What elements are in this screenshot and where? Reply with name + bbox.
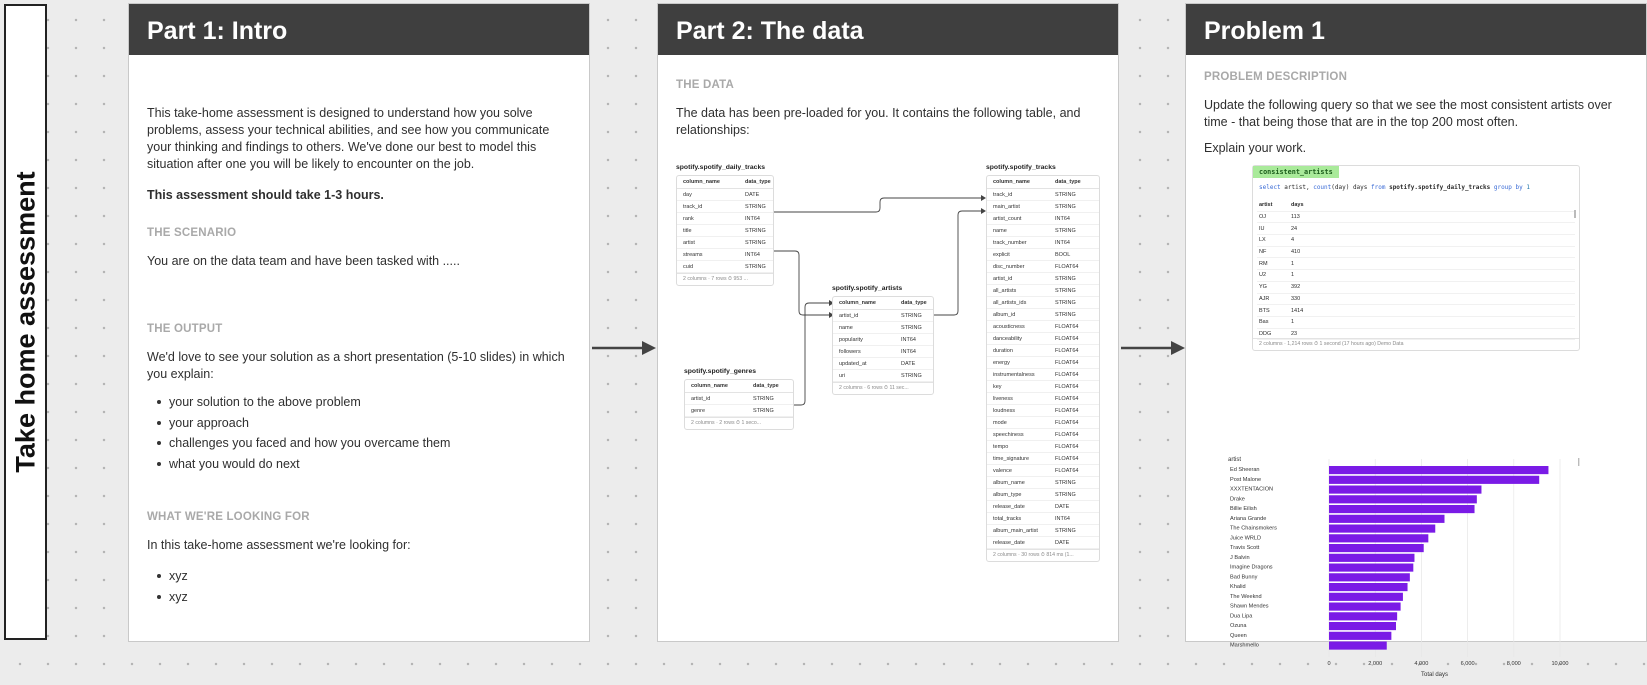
column-type: INT64 xyxy=(1055,515,1070,522)
column-type: FLOAT64 xyxy=(1055,407,1079,414)
table-footer: 2 columns · 2 rows ⏱ 1 seco... xyxy=(685,417,793,429)
column-header: data_type xyxy=(753,383,779,389)
problem-explain: Explain your work. xyxy=(1204,141,1307,155)
side-title-frame xyxy=(4,4,47,640)
table-row[interactable] xyxy=(987,249,1099,261)
x-tick-label: 0 xyxy=(1327,661,1331,667)
bar xyxy=(1329,622,1396,630)
column-name: all_artists xyxy=(993,287,1017,294)
column-name: album_main_artist xyxy=(993,527,1038,534)
column-name: artist_id xyxy=(993,275,1013,282)
column-name: main_artist xyxy=(993,203,1020,210)
column-type: FLOAT64 xyxy=(1055,467,1079,474)
intro-duration: This assessment should take 1-3 hours. xyxy=(147,188,384,202)
output-list xyxy=(147,392,450,474)
table-row[interactable] xyxy=(987,273,1099,285)
table-row[interactable] xyxy=(987,393,1099,405)
bar xyxy=(1329,525,1435,533)
column-type: STRING xyxy=(745,263,766,270)
table-row[interactable] xyxy=(1257,317,1575,329)
bar xyxy=(1329,554,1414,562)
table-row[interactable] xyxy=(833,322,933,334)
table-row[interactable] xyxy=(1257,305,1575,317)
column-type: FLOAT64 xyxy=(1055,359,1079,366)
output-heading: THE OUTPUT xyxy=(147,323,223,335)
cell-days: 24 xyxy=(1291,225,1298,232)
column-type: FLOAT64 xyxy=(1055,323,1079,330)
sql-number: 1 xyxy=(1522,184,1530,191)
cell-artist: U2 xyxy=(1259,272,1267,279)
table-row[interactable] xyxy=(987,525,1099,537)
category-label: Billie Eilish xyxy=(1230,506,1257,512)
result-table[interactable] xyxy=(1257,200,1575,340)
column-type: INT64 xyxy=(901,336,916,343)
table-title: spotify.spotify_daily_tracks xyxy=(676,164,766,171)
category-label: Ozuna xyxy=(1230,623,1247,629)
cell-artist: Bas xyxy=(1259,319,1269,326)
table-row[interactable] xyxy=(987,501,1099,513)
cell-days: 1 xyxy=(1291,272,1295,279)
bar xyxy=(1329,573,1410,581)
column-type: INT64 xyxy=(745,251,760,258)
column-type: BOOL xyxy=(1055,251,1071,258)
output-text: We'd love to see your solution as a short presentation (5-10 slides) in which you explain: xyxy=(147,350,565,381)
table-row[interactable] xyxy=(987,477,1099,489)
table-row[interactable] xyxy=(987,321,1099,333)
category-label: J Balvin xyxy=(1230,554,1250,561)
column-name: duration xyxy=(993,347,1013,354)
table-row[interactable] xyxy=(1257,270,1575,282)
x-tick-label: 4,000 xyxy=(1414,661,1429,667)
cell-artist: DDG xyxy=(1259,330,1272,337)
column-name: release_date xyxy=(993,539,1025,546)
category-label: Juice WRLD xyxy=(1230,535,1262,542)
problem-heading: PROBLEM DESCRIPTION xyxy=(1204,71,1348,83)
table-row[interactable] xyxy=(1257,235,1575,247)
table-row[interactable] xyxy=(987,225,1099,237)
column-type: FLOAT64 xyxy=(1055,263,1079,270)
table-row[interactable] xyxy=(677,213,773,225)
column-name: time_signature xyxy=(993,455,1030,462)
arrow-right-icon xyxy=(592,339,656,357)
column-name: album_type xyxy=(993,491,1022,498)
table-row[interactable] xyxy=(677,189,773,201)
column-type: STRING xyxy=(1055,275,1076,282)
list-item: xyz xyxy=(147,566,188,587)
cell-days: 23 xyxy=(1291,330,1298,337)
category-label: XXXTENTACION xyxy=(1230,486,1274,493)
problem-text: Update the following query so that we see the most consistent artists over time - that being those that are in the top 200 most often. xyxy=(1204,98,1612,129)
column-type: STRING xyxy=(1055,311,1076,318)
column-name: genre xyxy=(691,407,706,414)
list-item: your approach xyxy=(147,413,450,434)
table-row[interactable] xyxy=(833,310,933,322)
problem-title: Problem 1 xyxy=(1186,4,1646,55)
list-item: xyz xyxy=(147,587,188,608)
column-name: album_id xyxy=(993,311,1016,318)
list-item: challenges you faced and how you overcame them xyxy=(147,433,450,454)
table-row[interactable] xyxy=(987,261,1099,273)
data-title: Part 2: The data xyxy=(658,4,1118,55)
bar xyxy=(1329,603,1401,611)
data-heading: THE DATA xyxy=(676,79,735,91)
table-row[interactable] xyxy=(677,201,773,213)
cell-artist: AJR xyxy=(1259,295,1270,302)
table-row[interactable] xyxy=(987,429,1099,441)
table-row[interactable] xyxy=(833,358,933,370)
column-type: INT64 xyxy=(901,348,916,355)
column-name: track_id xyxy=(993,191,1013,198)
cell-artist: IU xyxy=(1259,225,1265,232)
x-tick-label: 10,000 xyxy=(1551,661,1569,667)
y-axis-label: artist xyxy=(1228,457,1242,463)
table-genres[interactable] xyxy=(684,368,794,430)
category-label: Queen xyxy=(1230,632,1247,639)
x-axis-label: Total days xyxy=(1420,672,1449,678)
column-type: FLOAT64 xyxy=(1055,443,1079,450)
column-type: STRING xyxy=(753,395,774,402)
intro-title: Part 1: Intro xyxy=(129,4,589,55)
column-type: DATE xyxy=(1055,539,1070,546)
column-name: danceability xyxy=(993,335,1023,342)
table-row[interactable] xyxy=(1257,212,1575,224)
table-row[interactable] xyxy=(1257,247,1575,259)
table-daily-tracks[interactable] xyxy=(676,164,774,286)
bar xyxy=(1329,593,1403,601)
table-row[interactable] xyxy=(987,465,1099,477)
intro-panel xyxy=(128,3,590,642)
table-row[interactable] xyxy=(1257,258,1575,270)
column-type: FLOAT64 xyxy=(1055,347,1079,354)
category-label: Drake xyxy=(1230,496,1245,503)
column-type: FLOAT64 xyxy=(1055,335,1079,342)
bar xyxy=(1329,564,1413,572)
table-row[interactable] xyxy=(987,441,1099,453)
category-label: Post Malone xyxy=(1230,476,1262,483)
table-row[interactable] xyxy=(987,513,1099,525)
category-label: Bad Bunny xyxy=(1230,574,1258,581)
sql-keyword: from xyxy=(1371,184,1386,191)
category-label: Travis Scott xyxy=(1230,545,1260,551)
table-title: spotify.spotify_artists xyxy=(832,285,903,292)
bar xyxy=(1329,544,1424,552)
looking-heading: WHAT WE'RE LOOKING FOR xyxy=(147,511,310,523)
table-header xyxy=(685,380,793,393)
cell-days: 113 xyxy=(1291,214,1300,221)
table-row[interactable] xyxy=(987,201,1099,213)
bar xyxy=(1329,632,1391,640)
table-footer: 2 columns · 6 rows ⏱ 11 sec... xyxy=(833,382,933,394)
result-footer: 2 columns · 1,214 rows ⏱ 1 second (17 hours ago) Demo Data xyxy=(1253,338,1579,350)
column-name: tempo xyxy=(993,443,1009,450)
table-row[interactable] xyxy=(987,309,1099,321)
column-name: rank xyxy=(683,215,694,222)
table-tracks[interactable] xyxy=(986,164,1100,562)
column-name: key xyxy=(993,383,1002,390)
column-type: STRING xyxy=(1055,227,1076,234)
bar xyxy=(1329,505,1475,513)
sql-text: artist, xyxy=(1280,184,1314,191)
column-header: data_type xyxy=(745,179,771,185)
column-name: acousticness xyxy=(993,323,1025,330)
sql-text: (day) days xyxy=(1331,184,1372,191)
table-row[interactable] xyxy=(685,405,793,417)
column-header: data_type xyxy=(1055,179,1081,185)
column-type: STRING xyxy=(1055,527,1076,534)
column-header: days xyxy=(1291,202,1304,209)
cell-days: 1 xyxy=(1291,260,1295,267)
column-type: STRING xyxy=(1055,299,1076,306)
bar xyxy=(1329,486,1481,494)
column-type: INT64 xyxy=(1055,239,1070,246)
category-label: Ariana Grande xyxy=(1230,515,1267,522)
looking-list xyxy=(147,566,188,607)
column-type: STRING xyxy=(745,227,766,234)
category-label: Shawn Mendes xyxy=(1230,603,1269,610)
column-name: instrumentalness xyxy=(993,371,1035,378)
column-type: STRING xyxy=(1055,203,1076,210)
category-label: Marshmello xyxy=(1230,642,1259,649)
result-scrollbar[interactable] xyxy=(1574,210,1576,218)
table-row[interactable] xyxy=(1257,282,1575,294)
category-label: Dua Lipa xyxy=(1230,613,1253,620)
table-row[interactable] xyxy=(987,381,1099,393)
column-name: streams xyxy=(683,251,703,258)
table-row[interactable] xyxy=(987,189,1099,201)
column-type: INT64 xyxy=(745,215,760,222)
bar xyxy=(1329,476,1539,484)
column-name: energy xyxy=(993,359,1010,366)
column-name: total_tracks xyxy=(993,515,1022,522)
scenario-heading: THE SCENARIO xyxy=(147,227,237,239)
column-name: disc_number xyxy=(993,263,1025,270)
artist-days-chart xyxy=(1226,455,1586,685)
cell-days: 4 xyxy=(1291,237,1295,244)
cell-artist: BTS xyxy=(1259,307,1270,314)
chart-scrollbar xyxy=(1578,458,1579,466)
column-name: track_number xyxy=(993,239,1027,246)
cell-days: 392 xyxy=(1291,284,1301,291)
category-label: The Weeknd xyxy=(1230,593,1262,600)
column-name: artist xyxy=(683,239,695,246)
column-name: artist_count xyxy=(993,215,1022,222)
bar xyxy=(1329,466,1548,474)
sql-keyword: group by xyxy=(1493,184,1523,191)
table-header xyxy=(833,297,933,310)
column-name: artist_id xyxy=(839,312,859,319)
column-type: INT64 xyxy=(1055,215,1070,222)
column-name: track_id xyxy=(683,203,703,210)
column-name: followers xyxy=(839,348,861,355)
column-type: DATE xyxy=(1055,503,1070,510)
query-card[interactable] xyxy=(1252,165,1580,351)
table-row[interactable] xyxy=(987,345,1099,357)
column-type: STRING xyxy=(901,372,922,379)
cell-artist: RM xyxy=(1259,260,1268,267)
column-name: mode xyxy=(993,419,1007,426)
column-type: STRING xyxy=(1055,287,1076,294)
column-name: title xyxy=(683,227,692,234)
table-footer: 2 columns · 30 rows ⏱ 814 ms (1... xyxy=(987,549,1099,561)
category-label: Imagine Dragons xyxy=(1230,564,1273,571)
column-type: STRING xyxy=(1055,491,1076,498)
column-type: STRING xyxy=(901,312,922,319)
column-type: STRING xyxy=(753,407,774,414)
column-type: FLOAT64 xyxy=(1055,371,1079,378)
cell-days: 410 xyxy=(1291,249,1301,256)
column-header: column_name xyxy=(839,300,876,306)
column-type: STRING xyxy=(901,324,922,331)
column-type: STRING xyxy=(745,203,766,210)
cell-days: 1 xyxy=(1291,319,1295,326)
column-type: FLOAT64 xyxy=(1055,419,1079,426)
column-type: FLOAT64 xyxy=(1055,455,1079,462)
column-type: STRING xyxy=(1055,479,1076,486)
column-name: cuid xyxy=(683,263,694,270)
column-name: valence xyxy=(993,467,1012,474)
bar xyxy=(1329,583,1408,591)
column-type: STRING xyxy=(745,239,766,246)
table-header xyxy=(987,176,1099,189)
column-header: data_type xyxy=(901,300,927,306)
sql-keyword: count xyxy=(1313,184,1332,191)
data-text: The data has been pre-loaded for you. It contains the following table, and relationships: xyxy=(676,106,1081,137)
column-name: explicit xyxy=(993,251,1010,258)
column-type: DATE xyxy=(745,191,760,198)
problem-panel xyxy=(1185,3,1647,678)
column-name: speechiness xyxy=(993,431,1024,438)
column-name: updated_at xyxy=(839,360,867,367)
list-item: your solution to the above problem xyxy=(147,392,450,413)
bar xyxy=(1329,642,1387,650)
table-row[interactable] xyxy=(685,393,793,405)
bar xyxy=(1329,612,1397,620)
x-tick-label: 6,000 xyxy=(1460,661,1475,667)
column-header: column_name xyxy=(993,179,1030,185)
table-row[interactable] xyxy=(1257,223,1575,235)
column-header: column_name xyxy=(691,383,728,389)
column-type: FLOAT64 xyxy=(1055,395,1079,402)
table-row[interactable] xyxy=(987,297,1099,309)
result-header xyxy=(1257,200,1575,212)
x-tick-label: 8,000 xyxy=(1506,661,1521,667)
category-label: Ed Sheeran xyxy=(1230,467,1260,473)
table-row[interactable] xyxy=(987,537,1099,549)
cell-artist: YG xyxy=(1259,284,1267,291)
scenario-text: You are on the data team and have been tasked with ..... xyxy=(147,254,460,268)
query-name-tag[interactable]: consistent_artists xyxy=(1253,166,1339,178)
bar xyxy=(1329,495,1477,503)
table-row[interactable] xyxy=(987,357,1099,369)
looking-text: In this take-home assessment we're looking for: xyxy=(147,538,411,552)
column-header: artist xyxy=(1259,202,1273,209)
table-row[interactable] xyxy=(987,369,1099,381)
column-type: STRING xyxy=(1055,191,1076,198)
category-label: Khalid xyxy=(1230,584,1246,590)
column-name: name xyxy=(993,227,1007,234)
table-row[interactable] xyxy=(987,237,1099,249)
table-row[interactable] xyxy=(987,285,1099,297)
column-name: name xyxy=(839,324,853,331)
sql-editor[interactable] xyxy=(1259,184,1530,191)
side-title: Take home assessment xyxy=(10,171,40,473)
table-row[interactable] xyxy=(677,261,773,273)
table-artists[interactable] xyxy=(832,285,934,395)
column-type: FLOAT64 xyxy=(1055,383,1079,390)
sql-keyword: select xyxy=(1259,184,1281,191)
x-tick-label: 2,000 xyxy=(1368,661,1383,667)
column-name: liveness xyxy=(993,395,1013,402)
bar xyxy=(1329,534,1428,542)
table-row[interactable] xyxy=(987,489,1099,501)
column-name: album_name xyxy=(993,479,1025,486)
table-row[interactable] xyxy=(1257,294,1575,306)
cell-artist: OJ xyxy=(1259,214,1267,221)
table-row[interactable] xyxy=(833,370,933,382)
table-footer: 2 columns · 7 rows ⏱ 953 ... xyxy=(677,273,773,285)
cell-artist: LX xyxy=(1259,237,1266,244)
table-row[interactable] xyxy=(833,334,933,346)
intro-paragraph: This take-home assessment is designed to understand how you solve problems, assess your technical abilities, and see how you communicate your thinking and findings to others. We've done our best to model this situation after one you will be likely to encounter on the job. xyxy=(147,106,550,171)
column-name: all_artists_ids xyxy=(993,299,1027,306)
list-item: what you would do next xyxy=(147,454,450,475)
table-row[interactable] xyxy=(677,237,773,249)
cell-days: 330 xyxy=(1291,295,1301,302)
arrow-right-icon xyxy=(1121,339,1185,357)
table-row[interactable] xyxy=(987,453,1099,465)
data-panel xyxy=(657,3,1119,642)
table-row[interactable] xyxy=(833,346,933,358)
column-name: day xyxy=(683,191,692,198)
cell-artist: NF xyxy=(1259,249,1267,256)
column-type: FLOAT64 xyxy=(1055,431,1079,438)
column-name: uri xyxy=(839,372,846,379)
column-name: artist_id xyxy=(691,395,711,402)
category-label: The Chainsmokers xyxy=(1230,525,1277,532)
table-row[interactable] xyxy=(677,249,773,261)
table-row[interactable] xyxy=(987,333,1099,345)
column-name: popularity xyxy=(839,336,863,343)
table-title: spotify.spotify_tracks xyxy=(986,164,1056,171)
cell-days: 1414 xyxy=(1291,307,1304,314)
table-row[interactable] xyxy=(987,417,1099,429)
sql-text: spotify.spotify_daily_tracks xyxy=(1385,184,1494,191)
column-name: release_date xyxy=(993,503,1025,510)
table-row[interactable] xyxy=(987,405,1099,417)
table-header xyxy=(677,176,773,189)
table-row[interactable] xyxy=(677,225,773,237)
column-header: column_name xyxy=(683,179,720,185)
column-type: DATE xyxy=(901,360,916,367)
bar xyxy=(1329,515,1445,523)
table-title: spotify.spotify_genres xyxy=(684,368,757,375)
table-row[interactable] xyxy=(987,213,1099,225)
column-name: loudness xyxy=(993,407,1016,414)
